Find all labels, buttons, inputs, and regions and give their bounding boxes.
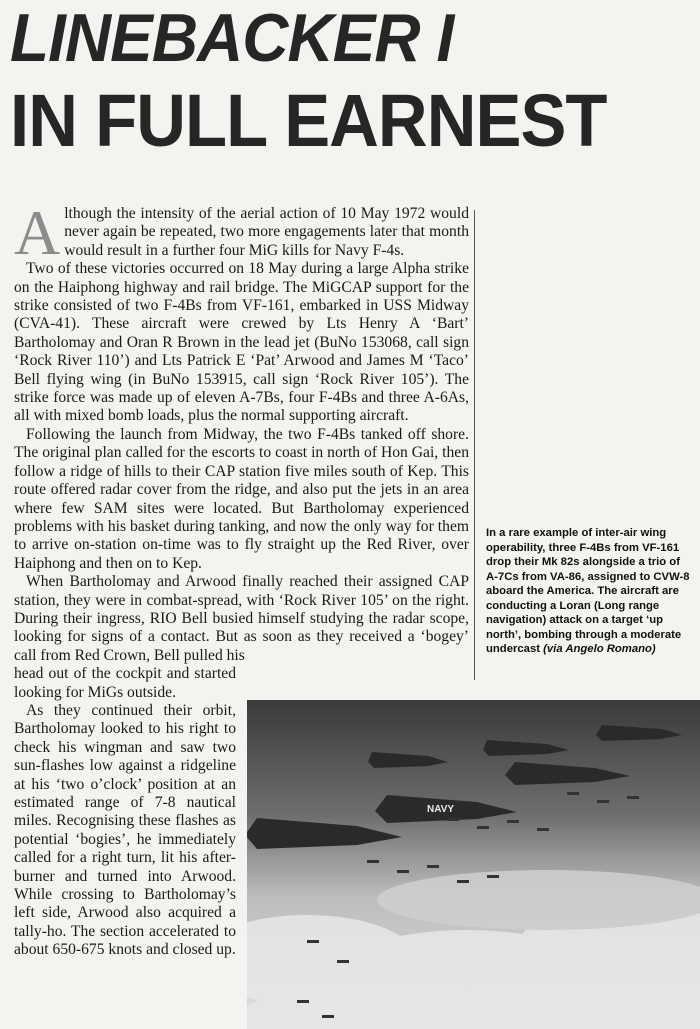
column-divider	[474, 210, 475, 680]
narrow-column	[14, 665, 236, 960]
paragraph-5: As they continued their orbit, Bartholomay looked to his right to check his wingman and saw two sun-flashes low against a ridgeline at his ‘two o’clock’ position at an estimated range of 7-8 nautical miles. Recognising these flashes as potential ‘bogies’, he immediately called for a right turn, lit his after-burner and turned into Arwood. While crossing to Bartholomay’s left side, Arwood also acquired a tally-ho. The section accelerated to about 650-675 knots and closed up.	[14, 701, 236, 959]
title-line-2: IN FULL EARNEST	[10, 79, 607, 162]
paragraph-2: Two of these victories occurred on 18 May during a large Alpha strike on the Haiphong highway and rail bridge. The MiGCAP support for the strike consisted of two F-4Bs from VF-161, embarked in USS Midway (CVA-41). These aircraft were crewed by Lts Henry A ‘Bart’ Bartholomay and Oran R Brown in the lead jet (BuNo 153068, call sign ‘Rock River 110’) and Lts Patrick E ‘Pat’ Arwood and James M ‘Taco’ Bell flying wing (in BuNo 153915, call sign ‘Rock River 105’). The strike force was made up of eleven A-7Bs, four F-4Bs and three A-6As, all with mixed bomb loads, plus the normal supporting aircraft.	[14, 260, 469, 425]
paragraph-1: Although the intensity of the aerial action of 10 May 1972 would never again be repeated, two more engagements later that month would result in a further four MiG kills for Navy F-4s.	[14, 197, 469, 268]
title-line-1: LINEBACKER I	[10, 0, 454, 76]
paragraph-4: When Bartholomay and Arwood finally reached their assigned CAP station, they were in combat-spread, with ‘Rock River 105’ on the right. During their ingress, RIO Bell busied himself studying the radar scope, looking for signs of a contact. But as soon as they received a ‘bogey’ call from Red Crown, Bell pulled his	[14, 573, 469, 664]
paragraph-4-continued: head out of the cockpit and started looking for MiGs outside.	[14, 665, 236, 701]
drop-cap: A	[14, 197, 61, 268]
photo-illustration	[247, 700, 700, 1029]
photo-caption	[486, 526, 694, 657]
aircraft-photo	[247, 700, 700, 1029]
caption-credit: (via Angelo Romano)	[543, 643, 656, 655]
caption-text: In a rare example of inter-air wing operability, three F-4Bs from VF-161 drop their Mk 82s alongside a trio of A-7Cs from VA-86, assigned to CVW-8 aboard the America. The aircraft are conducting a Loran (Long range navigation) attack on a target ‘up north’, bombing through a moderate undercast	[486, 527, 690, 655]
paragraph-3: Following the launch from Midway, the two F-4Bs tanked off shore. The original plan called for the escorts to coast in north of Hon Gai, then follow a ridge of hills to their CAP station five miles south of Kep. This route offered radar cover from the ridge, and also put the jets in an area where few SAM sites were located. But Bartholomay experienced problems with his basket during tanking, and now the only way for them to arrive on-station on-time was to fly straight up the Red River, over Haiphong and then on to Kep.	[14, 425, 469, 572]
navy-marking: NAVY	[427, 804, 455, 815]
